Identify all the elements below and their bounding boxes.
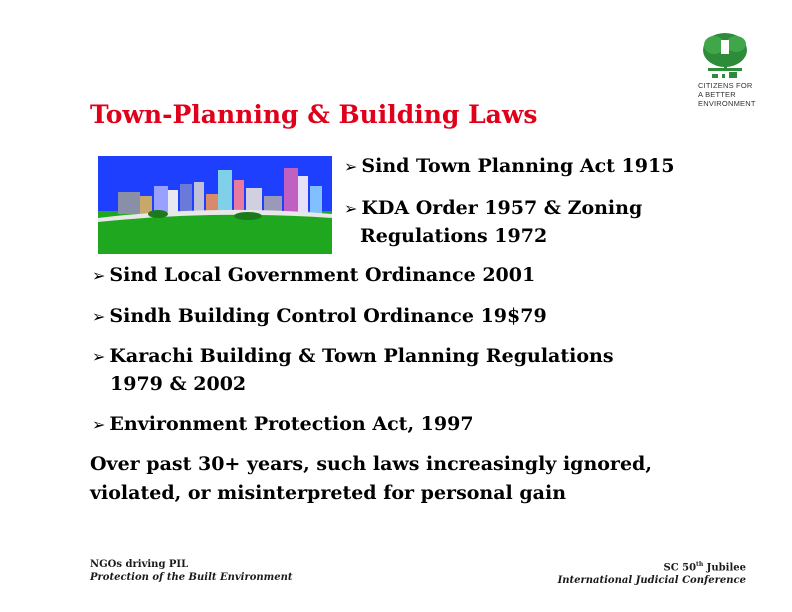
slide-title: Town-Planning & Building Laws	[90, 100, 538, 129]
closing-line-1: Over past 30+ years, such laws increasingly ignored,	[90, 453, 652, 475]
city-skyline-image	[98, 156, 332, 254]
logo-text-line2: A BETTER	[698, 90, 736, 99]
footer-jubilee: Jubilee	[703, 562, 746, 574]
arrow-bullet-icon: ➢	[344, 199, 358, 218]
bullet-text: Karachi Building & Town Planning Regulations	[109, 345, 614, 367]
bullet-text: Environment Protection Act, 1997	[109, 413, 474, 435]
bullet-local-govt	[92, 261, 535, 290]
closing-statement	[90, 450, 652, 508]
bullet-text: KDA Order 1957 & Zoning	[361, 197, 643, 219]
arrow-bullet-icon: ➢	[344, 157, 358, 176]
arrow-bullet-icon: ➢	[92, 415, 106, 434]
cbe-logo	[694, 32, 756, 82]
footer-th: th	[696, 561, 704, 568]
bullet-karachi-regulations-cont	[110, 370, 246, 398]
footer-left-title: NGOs driving PIL	[90, 559, 189, 570]
bullet-environment-act	[92, 410, 474, 439]
arrow-bullet-icon: ➢	[92, 307, 106, 326]
logo-text-line1: CITIZENS FOR	[698, 81, 753, 90]
logo-text-line3: ENVIRONMENT	[698, 99, 756, 108]
bullet-karachi-regulations	[92, 342, 614, 371]
footer-right-title	[558, 558, 746, 574]
footer-right	[558, 558, 746, 587]
footer-left-subtitle: Protection of the Built Environment	[90, 572, 293, 583]
footer-sc: SC 50	[663, 562, 697, 574]
bullet-kda-order	[344, 194, 642, 223]
bullet-text: Sind Town Planning Act 1915	[361, 155, 675, 177]
closing-line-2: violated, or misinterpreted for personal gain	[90, 482, 567, 504]
footer-left	[90, 558, 293, 584]
bullet-kda-order-cont	[360, 222, 547, 250]
bullet-text: 1979 & 2002	[110, 373, 247, 395]
tree-logo-icon	[694, 32, 756, 82]
arrow-bullet-icon: ➢	[92, 347, 106, 366]
bullet-sind-town-planning	[344, 152, 674, 181]
bullet-building-control	[92, 302, 547, 331]
footer-right-subtitle: International Judicial Conference	[557, 575, 746, 587]
bullet-text: Sind Local Government Ordinance 2001	[109, 264, 536, 286]
bullet-text: Sindh Building Control Ordinance 19$79	[109, 305, 547, 327]
bullet-text: Regulations 1972	[360, 225, 548, 247]
arrow-bullet-icon: ➢	[92, 266, 106, 285]
